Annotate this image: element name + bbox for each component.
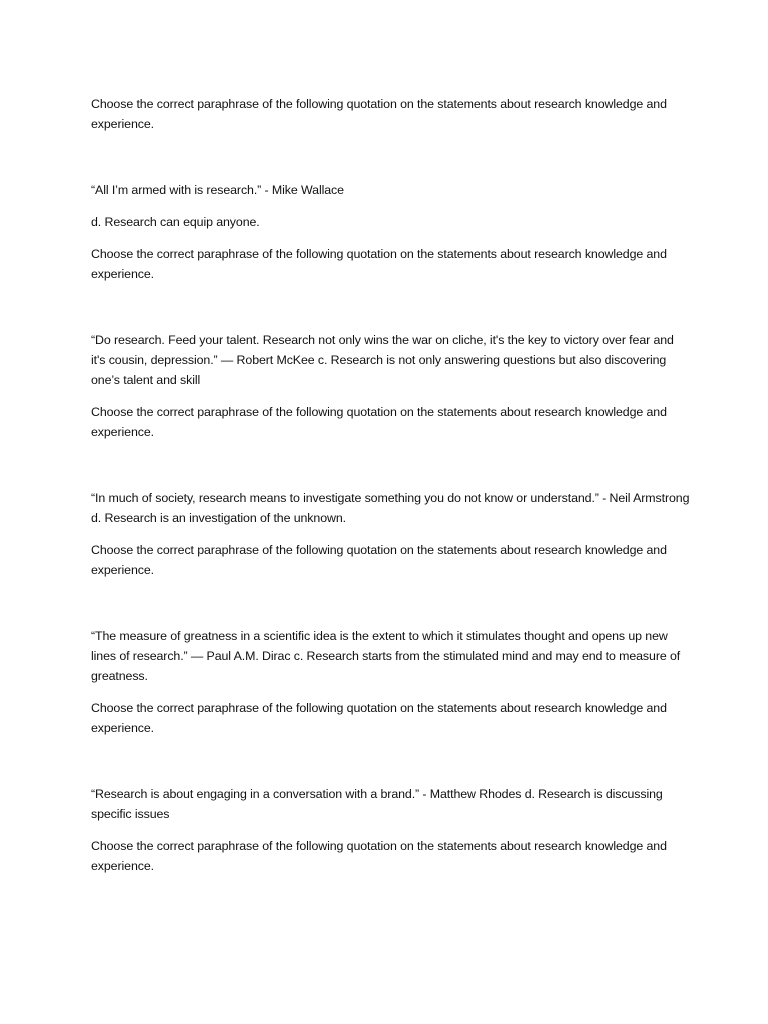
quotation-with-answer: “Research is about engaging in a conversation with a brand.” - Matthew Rhodes d. Research is discussing specific issues [91, 787, 663, 821]
quotation-with-answer: “The measure of greatness in a scientific idea is the extent to which it stimulates thought and opens up new lines of research.” — Paul A.M. Dirac c. Research starts from the stimulated mind and may end to measure of greatness. [91, 629, 681, 683]
document-body [91, 94, 691, 876]
quotation-with-answer: “In much of society, research means to investigate something you do not know or understand.” - Neil Armstrong d. Research is an investigation of the unknown. [91, 491, 690, 525]
quotation: “All I’m armed with is research.” - Mike Wallace [91, 183, 344, 197]
question-prompt: Choose the correct paraphrase of the following quotation on the statements about research knowledge and experience. [91, 543, 667, 577]
question-prompt: Choose the correct paraphrase of the following quotation on the statements about research knowledge and experience. [91, 405, 667, 439]
question-prompt: Choose the correct paraphrase of the following quotation on the statements about research knowledge and experience. [91, 97, 667, 131]
quotation-with-answer: “Do research. Feed your talent. Research not only wins the war on cliche, it's the key to victory over fear and it's cousin, depression.” — Robert McKee c. Research is not only answering questions but also discovering one’s talent and skill [91, 333, 674, 387]
question-prompt: Choose the correct paraphrase of the following quotation on the statements about research knowledge and experience. [91, 247, 667, 281]
question-prompt: Choose the correct paraphrase of the following quotation on the statements about research knowledge and experience. [91, 701, 667, 735]
question-prompt: Choose the correct paraphrase of the following quotation on the statements about research knowledge and experience. [91, 839, 667, 873]
answer-choice: d. Research can equip anyone. [91, 215, 260, 229]
